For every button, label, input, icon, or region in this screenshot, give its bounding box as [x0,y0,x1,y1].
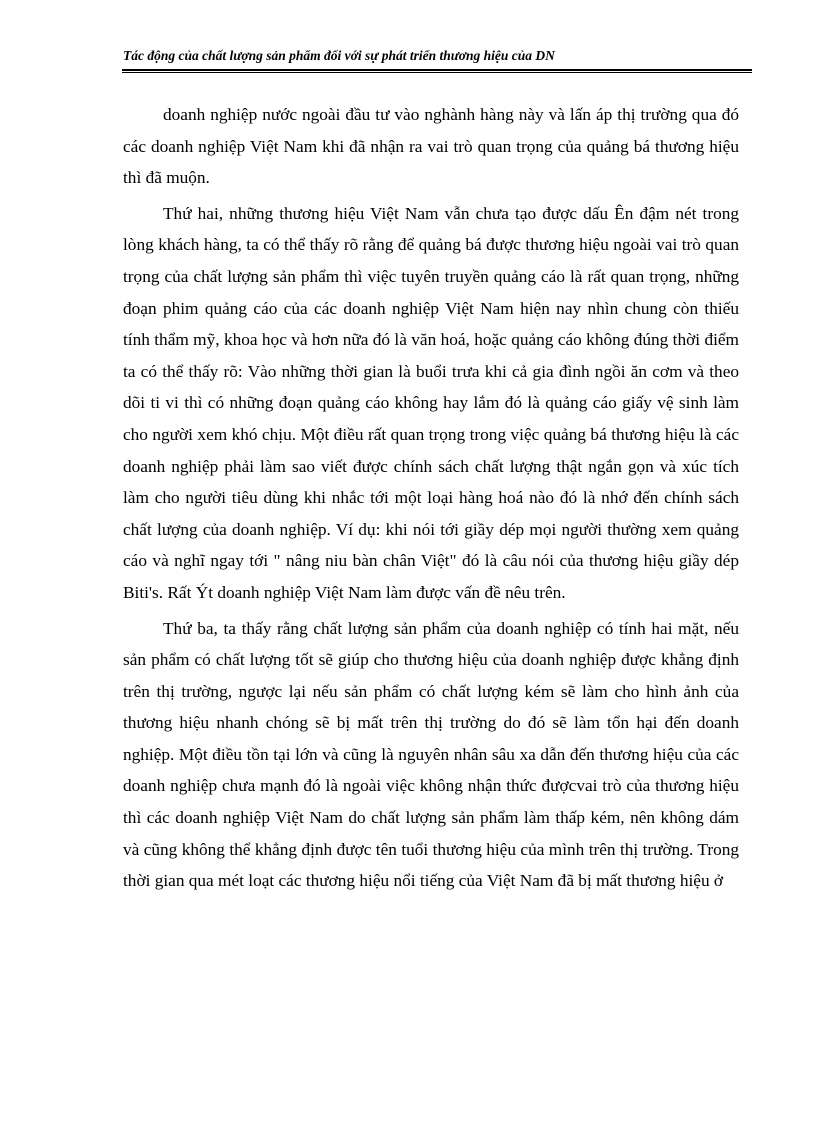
header-rule-thick [122,69,752,71]
header-rule-thin [122,72,752,73]
paragraph-continuation: doanh nghiệp nước ngoài đầu tư vào nghành hàng này và lấn áp thị trường qua đó các doanh nghiệp Việt Nam khi đã nhận ra vai trò quan trọng của quảng bá thương hiệu thì đã muộn. [123,105,739,188]
header-title: Tác động của chất lượng sản phẩm đối với sự phát triển thương hiệu của DN [123,48,555,63]
page-header [122,47,752,73]
document-body [123,99,739,897]
paragraph-third-point: Thứ ba, ta thấy rằng chất lượng sản phẩm của doanh nghiệp có tính hai mặt, nếu sản phẩm có chất lượng tốt sẽ giúp cho thương hiệu của doanh nghiệp được khẳng định trên thị trường, ngược lại nếu sản phẩm có chất lượng kém sẽ làm cho hình ảnh của thương hiệu nhanh chóng sẽ bị mất trên thị trường do đó sẽ làm tổn hại đến doanh nghiệp. Một điều tồn tại lớn và cũng là nguyên nhân sâu xa dẫn đến thương hiệu của các doanh nghiệp chưa mạnh đó là ngoài việc không nhận thức đượcvai trò của thương hiệu thì các doanh nghiệp Việt Nam do chất lượng sản phẩm làm thấp kém, nên không dám và cũng không thể khẳng định được tên tuổi thương hiệu của mình trên thị trường. Trong thời gian qua mét loạt các thương hiệu nổi tiếng của Việt Nam đã bị mất thương hiệu ở [123,618,739,891]
paragraph-second-point: Thứ hai, những thương hiệu Việt Nam vẫn chưa tạo được dấu Ên đậm nét trong lòng khách hàng, ta có thể thấy rõ rằng để quảng bá được thương hiệu ngoài vai trò quan trọng của chất lượng sản phẩm thì việc tuyên truyền quảng cáo là rất quan trọng, những đoạn phim quảng cáo của các doanh nghiệp Việt Nam hiện nay nhìn chung còn thiếu tính thẩm mỹ, khoa học và hơn nữa đó là văn hoá, hoặc quảng cáo không đúng thời điểm ta có thể thấy rõ: Vào những thời gian là buổi trưa khi cả gia đình ngồi ăn cơm và theo dõi ti vi thì có những đoạn quảng cáo không hay lắm đó là quảng cáo giấy vệ sinh làm cho người xem khó chịu. Một điều rất quan trọng trong việc quảng bá thương hiệu là các doanh nghiệp phải làm sao viết được chính sách chất lượng thật ngắn gọn và xúc tích làm cho người tiêu dùng khi nhắc tới một loại hàng hoá nào đó là nhớ đến chính sách chất lượng của doanh nghiệp. Ví dụ: khi nói tới giầy dép mọi người thường xem quảng cáo và nghĩ ngay tới " nâng niu bàn chân Việt" đó là câu nói của thương hiệu giầy dép Biti's. Rất Ýt doanh nghiệp Việt Nam làm được vấn đề nêu trên. [123,203,739,602]
